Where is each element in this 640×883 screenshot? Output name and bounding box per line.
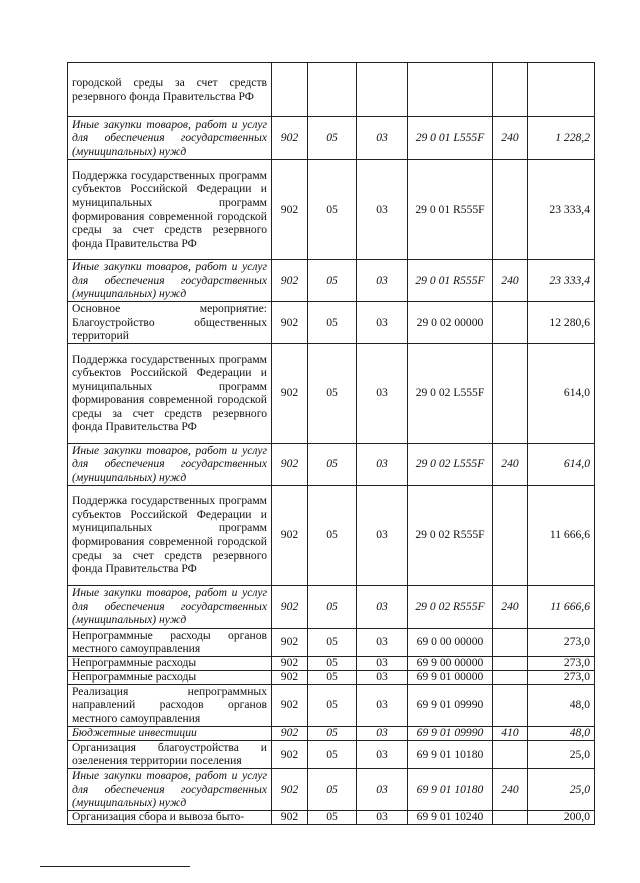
ved-cell: 902 <box>272 684 308 726</box>
subsection-cell: 03 <box>357 343 408 443</box>
ved-cell: 902 <box>272 810 308 824</box>
amount-cell: 48,0 <box>528 684 595 726</box>
target-article-cell: 69 9 01 09990 <box>408 684 493 726</box>
ved-cell: 902 <box>272 585 308 628</box>
subsection-cell: 03 <box>357 656 408 670</box>
expense-type-cell <box>493 740 528 768</box>
table-row <box>68 302 595 344</box>
amount-cell: 1 228,2 <box>528 117 595 160</box>
amount-cell: 48,0 <box>528 726 595 740</box>
table-row <box>68 485 595 585</box>
section-cell: 05 <box>308 670 357 684</box>
expense-type-cell <box>493 670 528 684</box>
ved-cell: 902 <box>272 443 308 485</box>
target-article-cell: 29 0 01 R555F <box>408 260 493 302</box>
ved-cell: 902 <box>272 302 308 344</box>
name-cell: Иные закупки товаров, работ и услуг для обеспечения государственных (муниципальных) нужд <box>68 260 272 302</box>
amount-cell: 273,0 <box>528 670 595 684</box>
name-cell: Основное мероприятие: Благоустройство общественных территорий <box>68 302 272 344</box>
target-article-cell: 69 9 00 00000 <box>408 656 493 670</box>
expense-type-cell <box>493 656 528 670</box>
table-row <box>68 443 595 485</box>
section-cell: 05 <box>308 684 357 726</box>
subsection-cell <box>357 63 408 117</box>
table-row <box>68 684 595 726</box>
name-cell: Поддержка государственных программ субъектов Российской Федерации и муниципальных программ формирования современной городской среды за счет средств резервного фонда Правительства РФ <box>68 160 272 260</box>
subsection-cell: 03 <box>357 810 408 824</box>
ved-cell: 902 <box>272 670 308 684</box>
name-cell: Поддержка государственных программ субъектов Российской Федерации и муниципальных программ формирования современной городской среды за счет средств резервного фонда Правительства РФ <box>68 485 272 585</box>
name-cell: Иные закупки товаров, работ и услуг для обеспечения государственных (муниципальных) нужд <box>68 585 272 628</box>
table-row <box>68 260 595 302</box>
name-cell: Непрограммные расходы <box>68 656 272 670</box>
subsection-cell: 03 <box>357 585 408 628</box>
ved-cell: 902 <box>272 656 308 670</box>
expense-type-cell <box>493 160 528 260</box>
target-article-cell: 69 9 01 09990 <box>408 726 493 740</box>
subsection-cell: 03 <box>357 670 408 684</box>
section-cell: 05 <box>308 628 357 656</box>
subsection-cell: 03 <box>357 684 408 726</box>
name-cell: Иные закупки товаров, работ и услуг для обеспечения государственных (муниципальных) нужд <box>68 768 272 810</box>
ved-cell: 902 <box>272 485 308 585</box>
budget-table <box>67 62 595 825</box>
section-cell: 05 <box>308 160 357 260</box>
subsection-cell: 03 <box>357 260 408 302</box>
amount-cell: 614,0 <box>528 343 595 443</box>
subsection-cell: 03 <box>357 160 408 260</box>
name-cell: Организация сбора и вывоза быто- <box>68 810 272 824</box>
expense-type-cell: 240 <box>493 260 528 302</box>
section-cell: 05 <box>308 443 357 485</box>
table-row <box>68 768 595 810</box>
table-row <box>68 740 595 768</box>
subsection-cell: 03 <box>357 726 408 740</box>
subsection-cell: 03 <box>357 628 408 656</box>
expense-type-cell: 240 <box>493 443 528 485</box>
subsection-cell: 03 <box>357 117 408 160</box>
ved-cell: 902 <box>272 160 308 260</box>
table-row <box>68 160 595 260</box>
target-article-cell: 29 0 02 L555F <box>408 343 493 443</box>
expense-type-cell: 410 <box>493 726 528 740</box>
target-article-cell <box>408 63 493 117</box>
table-row <box>68 810 595 824</box>
target-article-cell: 29 0 02 L555F <box>408 443 493 485</box>
expense-type-cell: 240 <box>493 117 528 160</box>
name-cell: Реализация непрограммных направлений расходов органов местного самоуправления <box>68 684 272 726</box>
subsection-cell: 03 <box>357 485 408 585</box>
amount-cell: 23 333,4 <box>528 160 595 260</box>
ved-cell: 902 <box>272 726 308 740</box>
target-article-cell: 69 9 01 00000 <box>408 670 493 684</box>
target-article-cell: 69 0 00 00000 <box>408 628 493 656</box>
subsection-cell: 03 <box>357 740 408 768</box>
ved-cell: 902 <box>272 260 308 302</box>
table-row <box>68 628 595 656</box>
ved-cell <box>272 63 308 117</box>
ved-cell: 902 <box>272 117 308 160</box>
target-article-cell: 69 9 01 10180 <box>408 740 493 768</box>
expense-type-cell <box>493 684 528 726</box>
section-cell: 05 <box>308 740 357 768</box>
expense-type-cell <box>493 63 528 117</box>
subsection-cell: 03 <box>357 768 408 810</box>
subsection-cell: 03 <box>357 443 408 485</box>
name-cell: Организация благоустройства и озеленения территории поселения <box>68 740 272 768</box>
section-cell: 05 <box>308 585 357 628</box>
target-article-cell: 69 9 01 10240 <box>408 810 493 824</box>
table-row <box>68 726 595 740</box>
ved-cell: 902 <box>272 740 308 768</box>
amount-cell: 25,0 <box>528 740 595 768</box>
table-row <box>68 585 595 628</box>
amount-cell: 11 666,6 <box>528 585 595 628</box>
amount-cell <box>528 63 595 117</box>
ved-cell: 902 <box>272 343 308 443</box>
section-cell: 05 <box>308 343 357 443</box>
target-article-cell: 29 0 01 L555F <box>408 117 493 160</box>
expense-type-cell <box>493 302 528 344</box>
ved-cell: 902 <box>272 628 308 656</box>
subsection-cell: 03 <box>357 302 408 344</box>
expense-type-cell: 240 <box>493 585 528 628</box>
name-cell: Поддержка государственных программ субъектов Российской Федерации и муниципальных программ формирования современной городской среды за счет средств резервного фонда Правительства РФ <box>68 343 272 443</box>
target-article-cell: 29 0 01 R555F <box>408 160 493 260</box>
target-article-cell: 29 0 02 R555F <box>408 585 493 628</box>
ved-cell: 902 <box>272 768 308 810</box>
section-cell <box>308 63 357 117</box>
section-cell: 05 <box>308 302 357 344</box>
section-cell: 05 <box>308 726 357 740</box>
footnote-rule <box>40 866 190 867</box>
expense-type-cell <box>493 343 528 443</box>
amount-cell: 273,0 <box>528 628 595 656</box>
table-row <box>68 63 595 117</box>
name-cell: Непрограммные расходы органов местного самоуправления <box>68 628 272 656</box>
table-row <box>68 343 595 443</box>
section-cell: 05 <box>308 117 357 160</box>
section-cell: 05 <box>308 810 357 824</box>
name-cell: Непрограммные расходы <box>68 670 272 684</box>
name-cell: городской среды за счет средств резервного фонда Правительства РФ <box>68 63 272 117</box>
section-cell: 05 <box>308 656 357 670</box>
target-article-cell: 29 0 02 00000 <box>408 302 493 344</box>
table-row <box>68 670 595 684</box>
table-row <box>68 656 595 670</box>
amount-cell: 11 666,6 <box>528 485 595 585</box>
amount-cell: 23 333,4 <box>528 260 595 302</box>
section-cell: 05 <box>308 768 357 810</box>
section-cell: 05 <box>308 485 357 585</box>
target-article-cell: 69 9 01 10180 <box>408 768 493 810</box>
name-cell: Бюджетные инвестиции <box>68 726 272 740</box>
target-article-cell: 29 0 02 R555F <box>408 485 493 585</box>
amount-cell: 12 280,6 <box>528 302 595 344</box>
name-cell: Иные закупки товаров, работ и услуг для обеспечения государственных (муниципальных) нужд <box>68 443 272 485</box>
section-cell: 05 <box>308 260 357 302</box>
amount-cell: 614,0 <box>528 443 595 485</box>
amount-cell: 200,0 <box>528 810 595 824</box>
name-cell: Иные закупки товаров, работ и услуг для обеспечения государственных (муниципальных) нужд <box>68 117 272 160</box>
expense-type-cell <box>493 810 528 824</box>
table-row <box>68 117 595 160</box>
expense-type-cell <box>493 485 528 585</box>
expense-type-cell <box>493 628 528 656</box>
amount-cell: 273,0 <box>528 656 595 670</box>
amount-cell: 25,0 <box>528 768 595 810</box>
expense-type-cell: 240 <box>493 768 528 810</box>
